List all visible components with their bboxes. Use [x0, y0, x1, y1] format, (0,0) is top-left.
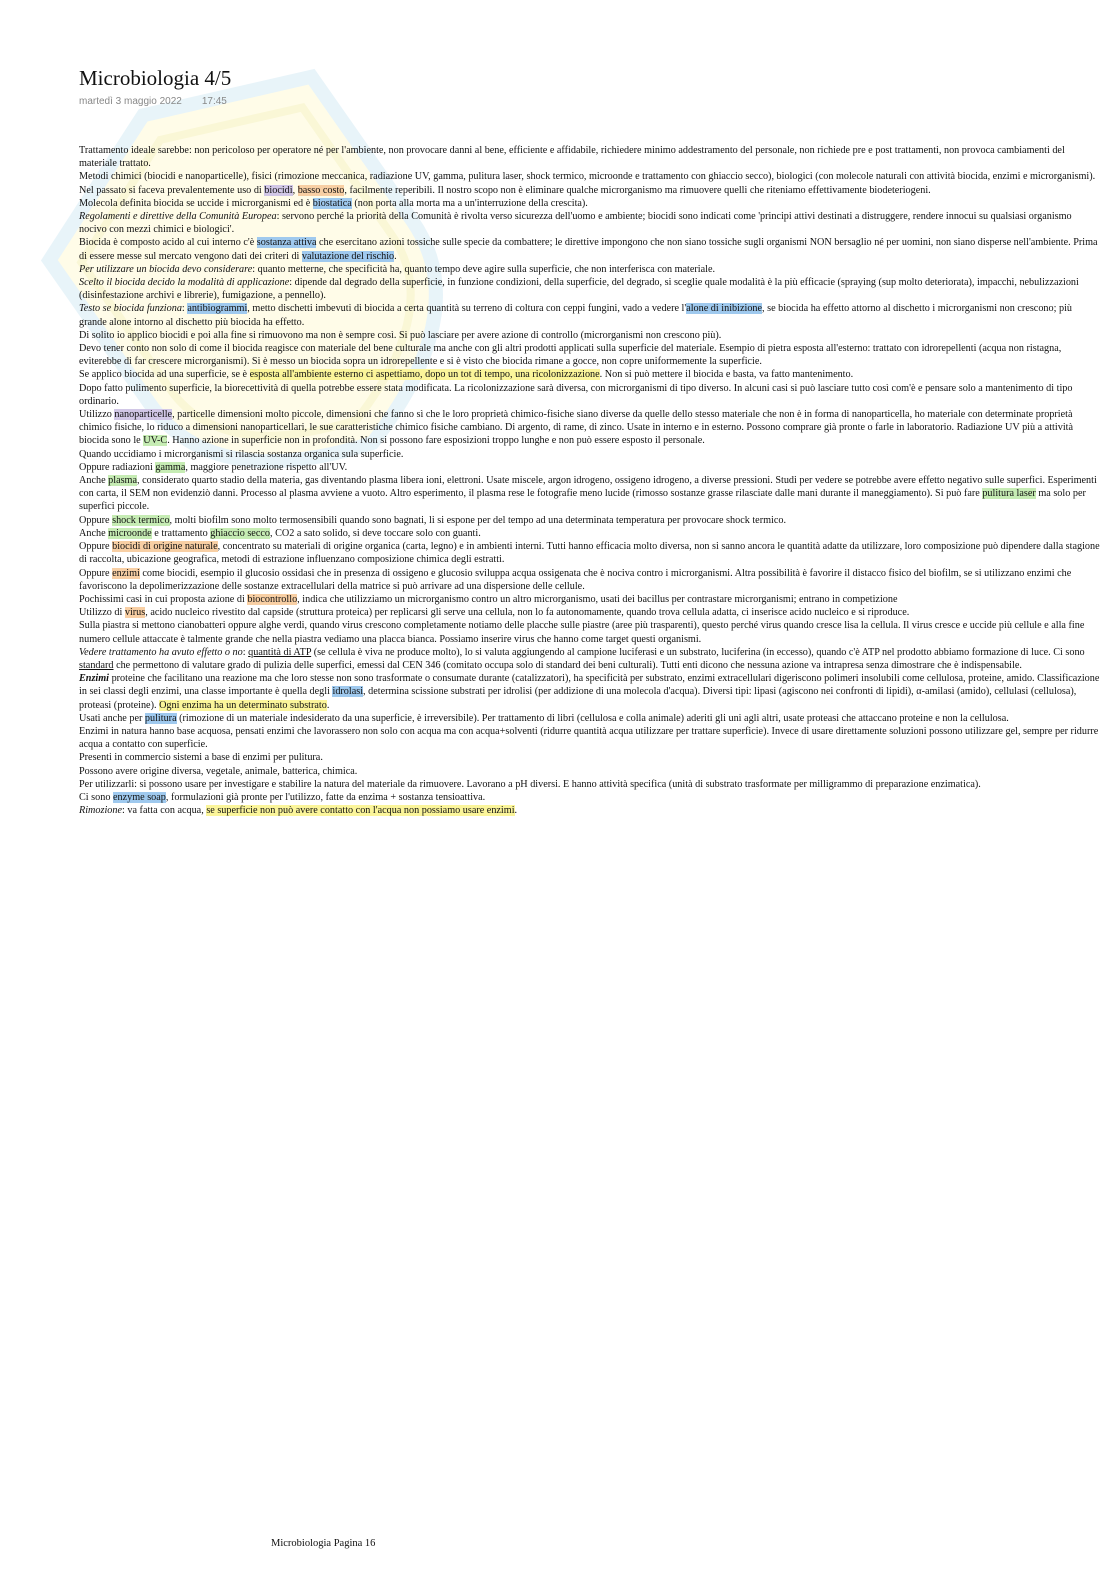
note-paragraph: [79, 606, 1101, 619]
note-paragraph: [79, 712, 1101, 725]
text-run: , molti biofilm sono molto termosensibili quando sono bagnati, li si espone per del tempo ad una determinata temperatura per provocare shock termico.: [169, 514, 787, 526]
text-run: , formulazioni già pronte per l'utilizzo, fatte da enzima + sostanza tensioattiva.: [165, 791, 486, 803]
highlighted-text: virus: [124, 607, 146, 619]
text-run: , metto dischetti imbevuti di biocida a certa quantità su terreno di coltura con ceppi fungini, vado a vedere l': [247, 303, 687, 315]
text-run: Utilizzo: [79, 409, 115, 421]
text-run: (se cellula è viva ne produce molto), lo si valuta aggiungendo al campione luciferasi e un substrato, luciferina (in eccesso), quando c'è ATP nel prodotto abbiamo formazione di luce. Ci sono: [311, 646, 1085, 658]
text-run: Dopo fatto pulimento superficie, la biorecettività di quella potrebbe essere stata modificata. La ricolonizzazione sarà diversa, con microrganismi di tipo diverso. In alcuni casi si può lasciare tutto così com'è e pensare solo a mantenimento di tipo ordinario.: [79, 382, 1073, 407]
text-run: Oppure radiazioni: [79, 461, 156, 473]
text-run: Utilizzo di: [79, 607, 125, 619]
text-run: Devo tener conto non solo di come il biocida reagisce con materiale del bene culturale ma anche con gli altri prodotti applicati sulla superficie del materiale. Esempio di pietra esposta all'esterno: trattato con idrorepellenti (acqua non ristagna, eviterebbe di far crescere microrganismi). Si è messo un biocida sopra un idrorepellente e si è visto che biocida rimane a gocce, non copre uniformemente la superficie.: [79, 343, 1062, 368]
text-run: Vedere trattamento ha avuto effetto o no: [79, 646, 243, 658]
text-run: Oppure: [79, 541, 113, 553]
text-run: , se biocida ha effetto attorno al dischetto i microrganismi non crescono; più grande alone intorno al dischetto più biocida ha effetto.: [79, 303, 1073, 328]
text-run: . Non si può mettere il biocida e basta, va fatto mantenimento.: [599, 369, 854, 381]
note-paragraph: [79, 751, 1101, 764]
note-paragraph: [79, 725, 1101, 751]
highlighted-text: biocidi di origine naturale: [112, 541, 218, 553]
text-run: , particelle dimensioni molto piccole, dimensioni che fanno sì che le loro proprietà chimico-fisiche siano diverse da quelle dello stesso materiale che non è in forma di nanoparticella, ho materiale con determinate proprietà chimico fisiche, lo riduco a dimensioni nanoparticellari, le sue caratteristiche chimico fisiche cambiano. Di argento, di rame, di zinco. Usate in interno e in esterno. Possono comprare già pronte o farle in laboratorio. Radiazione UV più a attività biocida sono le: [79, 409, 1073, 447]
note-paragraph: [79, 514, 1101, 527]
highlighted-text: idrolasi: [332, 686, 364, 698]
note-paragraph: [79, 804, 1101, 817]
highlighted-text: alone di inibizione: [686, 303, 763, 315]
text-run: .: [394, 250, 397, 262]
text-run: Anche: [79, 527, 109, 539]
highlighted-text: pulitura laser: [982, 488, 1036, 500]
highlighted-text: shock termico: [112, 514, 170, 526]
note-paragraph: [79, 593, 1101, 606]
text-run: che permettono di valutare grado di pulizia delle superfici, emessi dal CEN 346 (comitato occupa solo di standard dei beni culturali). Tutti enti dicono che nessuna azione va intrapresa senza dimostrare che è indispensabile.: [113, 659, 1022, 671]
text-run: Quando uccidiamo i microrganismi si rilascia sostanza organica sula superficie.: [79, 448, 404, 460]
text-run: , determina scissione substrati per idrolisi (per addizione di una molecola d'acqua). Diversi tipi: lipasi (agiscono nei confronti di lipidi), α-amilasi (amido), cellulasi (cellulosa), proteasi (proteine).: [79, 686, 1077, 711]
text-run: quantità di ATP: [248, 646, 312, 658]
highlighted-text: microonde: [108, 527, 152, 539]
text-run: .: [326, 699, 330, 711]
note-paragraph: [79, 567, 1101, 593]
text-run: (non porta alla morta ma a un'interruzione della crescita).: [351, 197, 588, 209]
text-run: Di solito io applico biocidi e poi alla fine si rimuovono ma non è sempre così. Si può lasciare per avere azione di controllo (microrganismi non crescono più).: [79, 329, 722, 341]
note-paragraph: [79, 791, 1101, 804]
page-date: martedì 3 maggio 2022: [79, 96, 182, 107]
text-run: Enzimi in natura hanno base acquosa, pensati enzimi che lavorassero non solo con acqua ma con acqua+solventi (ridurre quantità acqua utilizzare per trattare superficie). Invece di usare direttamente soluzioni possono utilizzare gel, sempre per ridurre acqua a contatto con superficie.: [79, 725, 1099, 751]
text-run: come biocidi, esempio il glucosio ossidasi che in presenza di ossigeno e glucosio sviluppa acqua ossigenata che è nociva contro i microrganismi. Altra possibilità è favorire il distacco fisico del biofilm, se si utilizzano enzimi che favoriscono la depolimerizzazione delle sostanze extracellulari della matrice si può arrivare ad una dispersione delle cellule.: [79, 567, 1072, 592]
note-paragraph: [79, 342, 1101, 368]
note-paragraph: [79, 778, 1101, 791]
text-run: (rimozione di un materiale indesiderato da una superficie, è irreversibile). Per trattamento di libri (cellulosa e colla animale) aderiti gli uni agli altri, usate proteasi che attaccano proteine e non la cellulosa.: [176, 712, 1009, 724]
note-paragraph: [79, 672, 1101, 712]
page-title: Microbiologia 4/5: [79, 66, 232, 90]
text-run: Ci sono: [79, 791, 113, 803]
note-paragraph: [79, 210, 1101, 236]
text-run: Possono avere origine diversa, vegetale, animale, batterica, chimica.: [79, 765, 358, 777]
note-paragraph: [79, 197, 1101, 210]
highlighted-text: enzimi: [112, 567, 140, 579]
text-run: :: [242, 646, 249, 658]
text-run: , acido nucleico rivestito dal capside (struttura proteica) per replicarsi gli serve una cellula, non lo fa autonomamente, quando trova cellula adatta, ci inserisce acido nucleico e si riproduce.: [145, 607, 910, 619]
text-run: Metodi chimici (biocidi e nanoparticelle), fisici (rimozione meccanica, radiazione UV, gamma, pulitura laser, shock termico, microonde e trattamento con ghiaccio secco), biologici (con molecole naturali con attività biocida, enzimi e microrganismi).: [79, 171, 1096, 183]
page-footer: Microbiologia Pagina 16: [271, 1538, 376, 1549]
text-run: :: [181, 303, 188, 315]
text-run: Rimozione: [79, 805, 123, 817]
note-paragraph: [79, 540, 1101, 566]
text-run: Molecola definita biocida se uccide i microrganismi ed è: [79, 197, 313, 209]
text-run: Scelto il biocida decido la modalità di applicazione: [79, 277, 290, 289]
text-run: Usati anche per: [79, 712, 145, 724]
text-run: : dipende dal degrado della superficie, in funzione condizioni, della superficie, del degrado, si sceglie quale modalità è la più efficacie (spraying (sup molto deteriorata), impacchi, nebulizzazioni (disinfestazione archivi e librerie), fumigazione, a pennello).: [79, 277, 1079, 302]
note-paragraph: [79, 144, 1101, 170]
note-paragraph: [79, 276, 1101, 302]
text-run: : va fatta con acqua,: [122, 805, 207, 817]
highlighted-text: sostanza attiva: [256, 237, 317, 249]
text-run: , facilmente reperibili. Il nostro scopo non è eliminare qualche microrganismo ma rimuovere quelli che riteniamo effettivamente biodeteriogeni.: [344, 184, 931, 196]
text-run: Per utilizzare un biocida devo considerare: [79, 263, 253, 275]
note-paragraph: [79, 329, 1101, 342]
note-body: [79, 144, 1101, 817]
text-run: : servono perché la priorità della Comunità è rivolta verso sicurezza dell'uomo e ambiente; biocidi sono indicati come 'principi attivi destinati a distruggere, rendere innocui su qualsiasi organismo nocivo con mezzi chimici e biologici'.: [79, 211, 1072, 236]
highlighted-text: enzyme soap: [112, 791, 166, 803]
text-run: ma solo per superfici piccole.: [79, 488, 1086, 513]
text-run: Biocida è composto acido al cui interno c'è: [79, 237, 257, 249]
highlighted-text: pulitura: [144, 712, 177, 724]
text-run: , CO2 a sato solido, si deve toccare solo con guanti.: [269, 527, 481, 539]
note-paragraph: [79, 382, 1101, 408]
highlighted-text: esposta all'ambiente esterno ci aspettiamo, dopo un tot di tempo, una ricolonizzazione: [249, 369, 600, 381]
page-meta: [79, 96, 227, 107]
text-run: Se applico biocida ad una superficie, se è: [79, 369, 250, 381]
note-paragraph: [79, 461, 1101, 474]
note-paragraph: [79, 184, 1101, 197]
highlighted-text: ghiaccio secco: [210, 527, 270, 539]
highlighted-text: biocidi: [264, 184, 293, 196]
note-paragraph: [79, 646, 1101, 672]
highlighted-text: biostatica: [312, 197, 352, 209]
highlighted-text: valutazione del rischio: [301, 250, 395, 262]
text-run: Enzimi: [79, 673, 110, 685]
highlighted-text: se superficie non può avere contatto con l'acqua non possiamo usare enzimi: [206, 805, 515, 817]
note-paragraph: [79, 263, 1101, 276]
text-run: Oppure: [79, 514, 113, 526]
note-paragraph: [79, 474, 1101, 514]
highlighted-text: plasma: [108, 475, 137, 487]
text-run: , concentrato su materiali di origine organica (carta, legno) e in ambienti interni. Tutti hanno efficacia molto diversa, non si sanno ancora le quantità adatte da utilizzare, loro composizione può dipendere dalla stagione di raccolta, ubicazione geografica, metodi di estrazione influenzano composizione chimica degli estratti.: [79, 541, 1100, 566]
text-run: standard: [79, 659, 114, 671]
highlighted-text: Ogni enzima ha un determinato substrato: [159, 699, 327, 711]
note-paragraph: [79, 765, 1101, 778]
text-run: Testo se biocida funziona: [79, 303, 182, 315]
text-run: . Hanno azione in superficie non in profondità. Non si possono fare esposizioni troppo lunghe e non può essere esposto il personale.: [167, 435, 705, 447]
text-run: proteine che facilitano una reazione ma che loro stesse non sono trasformate o consumate durante (catalizzatori), ha specificità per substrato, enzimi extracellulari digeriscono polimeri insolubili come cellulosa, proteine, amido. Classificazione in sei classi degli enzimi, una classe importante è quella degli: [79, 673, 1100, 698]
text-run: Anche: [79, 475, 109, 487]
highlighted-text: antibiogrammi: [187, 303, 248, 315]
highlighted-text: biocontrollo: [247, 593, 298, 605]
text-run: , maggiore penetrazione rispetto all'UV.: [185, 461, 348, 473]
text-run: .: [514, 805, 518, 817]
text-run: : quanto metterne, che specificità ha, quanto tempo deve agire sulla superficie, che non interferisca con materiale.: [252, 263, 716, 275]
text-run: ,: [292, 184, 298, 196]
text-run: Nel passato si faceva prevalentemente uso di: [79, 184, 265, 196]
note-paragraph: [79, 527, 1101, 540]
highlighted-text: gamma: [155, 461, 186, 473]
highlighted-text: nanoparticelle: [114, 409, 173, 421]
text-run: e trattamento: [151, 527, 211, 539]
highlighted-text: basso costo: [297, 184, 345, 196]
note-paragraph: [79, 236, 1101, 262]
text-run: , considerato quarto stadio della materia, gas diventando plasma libera ioni, elettroni. Usate miscele, argon idrogeno, ossigeno idrogeno, a diverse pressioni. Studi per vedere se potrebbe avere effetto negativo sulle superfici. Esperimenti con carta, il SEM non evidenziò danni. Processo al plasma avviene a vuoto. Altro esperimento, il plasma rese le fotografie meno lucide (rimosso sostanze grasse rilasciate dalle mani durante il maneggiamento). Si può fare: [79, 475, 1097, 500]
text-run: che esercitano azioni tossiche sulle specie da combattere; le direttive impongono che non siano tossiche sugli organismi NON bersaglio né per uomini, non siano disperse nell'ambiente. Prima di essere messe sul mercato vengono dati dei criteri di: [79, 237, 1098, 262]
note-paragraph: [79, 619, 1101, 645]
note-paragraph: [79, 302, 1101, 328]
text-run: Per utilizzarli: si possono usare per investigare e stabilire la natura del materiale da rimuovere. Lavorano a pH diversi. E hanno attività specifica (unità di substrato trasformate per milligrammo di preparazione enzimatica).: [79, 778, 981, 790]
text-run: Sulla piastra si mettono cianobatteri oppure alghe verdi, quando virus crescono completamente notiamo delle placche sulle piastre (aree più trasparenti), questo perché virus quando cresce lisa la cellula. Il virus cresce e uccide più cellule e alla fine numero cellule attaccate è talmente grande che nella piastra vediamo una placca bianca. Possiamo inserire virus che hanno come target questi organismi.: [79, 620, 1085, 645]
highlighted-text: UV-C: [143, 435, 168, 447]
note-paragraph: [79, 368, 1101, 381]
text-run: Trattamento ideale sarebbe: non pericoloso per operatore né per l'ambiente, non provocare danni al bene, efficiente e affidabile, richiedere minimo addestramento del personale, non richiede pre e post trattamenti, non provoca cambiamenti del materiale trattato.: [79, 145, 1065, 170]
note-paragraph: [79, 448, 1101, 461]
text-run: Pochissimi casi in cui proposta azione di: [79, 593, 248, 605]
note-paragraph: [79, 408, 1101, 448]
text-run: Presenti in commercio sistemi a base di enzimi per pulitura.: [79, 752, 323, 764]
text-run: , indica che utilizziamo un microrganismo contro un altro microrganismo, usati dei bacillus per contrastare microrganismi; entrano in competizione: [297, 593, 898, 605]
text-run: Regolamenti e direttive della Comunità Europea: [79, 211, 277, 223]
text-run: Oppure: [79, 567, 113, 579]
note-paragraph: [79, 170, 1101, 183]
page-time: 17:45: [201, 96, 227, 107]
